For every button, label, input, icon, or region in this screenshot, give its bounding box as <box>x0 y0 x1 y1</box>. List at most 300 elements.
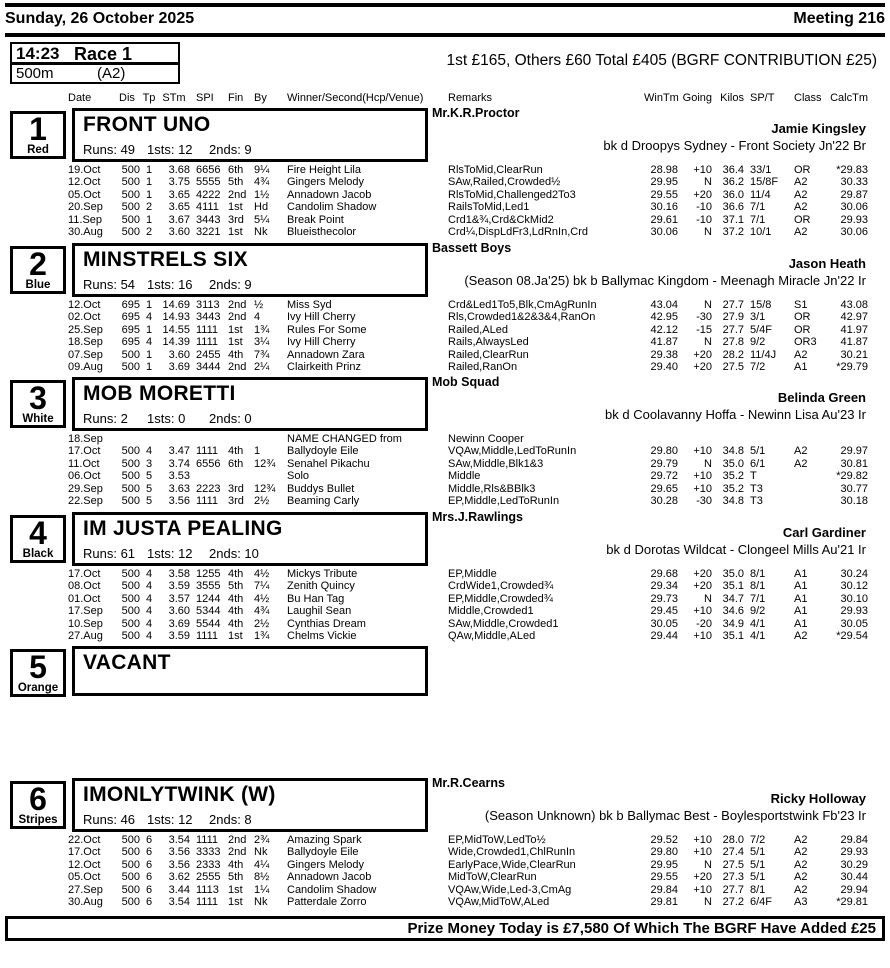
form-sp: 5/1 <box>750 871 766 884</box>
col-class: Class <box>794 92 822 104</box>
form-going: +10 <box>693 834 712 846</box>
form-remarks: RlsToMid,ClearRun <box>448 164 543 176</box>
form-cls <box>794 470 830 482</box>
form-fin <box>228 470 254 482</box>
dog-name-box <box>72 377 428 431</box>
form-spi: 3333 <box>196 846 221 859</box>
form-spi: 1111 <box>196 336 219 349</box>
form-calctm: 30.44 <box>840 871 868 884</box>
form-by: 9¼ <box>254 164 270 176</box>
form-spi: 3443 <box>196 213 221 226</box>
form-tp: 4 <box>145 445 153 458</box>
form-cls: A2 <box>794 188 808 201</box>
form-wintm: 29.95 <box>650 858 678 871</box>
form-fin: 1st <box>228 201 243 214</box>
form-winner: Cynthias Dream <box>287 617 366 630</box>
form-date: 17.Sep <box>68 605 103 618</box>
form-tp: 1 <box>145 213 153 226</box>
col-by: By <box>254 92 267 104</box>
form-tp: 6 <box>145 834 153 846</box>
trap-number: 6 <box>29 781 47 817</box>
form-sp: 11/4 <box>750 188 771 201</box>
form-fin: 4th <box>228 445 244 458</box>
form-fin: 5th <box>228 580 244 593</box>
form-kilos: 27.9 <box>722 311 744 324</box>
form-stm: 3.69 <box>168 617 190 630</box>
col-calctm: CalcTm <box>830 92 868 104</box>
form-kilos: 36.4 <box>722 164 744 176</box>
form-row <box>68 361 868 373</box>
form-fin: 6th <box>228 164 244 176</box>
form-tp: 3 <box>145 457 153 470</box>
form-fin: 5th <box>228 176 244 189</box>
form-row <box>68 605 868 617</box>
form-by: 4¾ <box>254 176 270 189</box>
header-rule <box>5 33 885 37</box>
form-fin: 1st <box>228 225 243 238</box>
form-fin: 2nd <box>228 360 247 373</box>
form-stm <box>158 433 190 445</box>
form-row <box>68 324 868 336</box>
form-dis <box>114 433 140 445</box>
dog-name: MOB MORETTI <box>83 382 236 405</box>
form-fin: 3rd <box>228 494 244 507</box>
form-by: 1 <box>254 445 261 458</box>
form-calctm: 30.21 <box>840 348 868 361</box>
form-tp: 1 <box>145 164 153 176</box>
form-dis: 500 <box>121 858 140 871</box>
stat-firsts: 1sts: 0 <box>147 411 186 426</box>
race-title-row <box>12 44 178 65</box>
form-cls: A2 <box>794 445 808 458</box>
owner-name: Mr.R.Cearns <box>432 776 505 790</box>
col-dis: Dis <box>119 92 135 104</box>
form-remarks: RlsToMid,Challenged2To3 <box>448 188 576 201</box>
stat-seconds: 2nds: 9 <box>209 142 252 157</box>
form-wintm: 29.44 <box>650 629 678 642</box>
form-going: +20 <box>693 580 712 593</box>
form-stm: 3.67 <box>168 213 190 226</box>
col-spi: SPI <box>196 92 214 104</box>
form-spi: 2333 <box>196 858 221 871</box>
runner-section-5 <box>0 646 890 780</box>
breeding-line: bk d Droopys Sydney - Front Society Jn'22 Br <box>603 138 866 153</box>
owner-name: Bassett Boys <box>432 241 512 255</box>
form-winner: Ivy Hill Cherry <box>287 311 356 324</box>
form-sp: 8/1 <box>750 568 766 580</box>
form-winner: Break Point <box>287 213 344 226</box>
form-spi: 2455 <box>196 348 221 361</box>
trap-box <box>10 781 66 829</box>
form-calctm: 30.12 <box>840 580 868 593</box>
form-winner: Bu Han Tag <box>287 592 345 605</box>
form-sp: 11/4J <box>750 348 777 361</box>
form-calctm: 30.29 <box>840 858 868 871</box>
form-wintm: 42.95 <box>650 311 678 324</box>
form-winner: Laughil Sean <box>287 605 352 618</box>
stat-firsts: 1sts: 12 <box>147 142 193 157</box>
form-remarks: VQAw,Middle,LedToRunIn <box>448 445 577 458</box>
form-stm: 3.59 <box>168 629 190 642</box>
dog-name: IMONLYTWINK (W) <box>83 783 276 806</box>
form-remarks: Crd&Led1To5,Blk,CmAgRunIn <box>448 299 597 311</box>
form-dis: 695 <box>121 311 140 324</box>
form-cls: A3 <box>794 895 808 908</box>
form-calctm: *29.82 <box>836 470 868 483</box>
form-by: 4 <box>254 311 261 324</box>
form-fin: 1st <box>228 895 243 908</box>
form-going: N <box>704 176 712 189</box>
form-sp: T3 <box>750 482 763 495</box>
form-sp: 4/1 <box>750 629 766 642</box>
form-kilos: 27.7 <box>722 299 744 311</box>
form-going: +20 <box>693 360 712 373</box>
form-spi: 3113 <box>196 299 220 311</box>
form-kilos: 27.8 <box>722 336 744 349</box>
form-going: +10 <box>693 629 712 642</box>
form-kilos: 36.6 <box>722 201 744 214</box>
form-stm: 3.53 <box>168 470 190 483</box>
meeting-date: Sunday, 26 October 2025 <box>5 10 195 27</box>
form-kilos: 34.9 <box>722 617 744 630</box>
form-spi: 1111 <box>196 323 219 336</box>
form-by: 8½ <box>254 871 270 884</box>
form-spi: 4111 <box>196 201 219 214</box>
form-wintm: 43.04 <box>650 299 678 311</box>
form-kilos: 27.7 <box>722 323 744 336</box>
form-wintm: 29.84 <box>650 883 678 896</box>
form-calctm: 29.93 <box>840 846 868 859</box>
form-dis: 500 <box>121 445 140 458</box>
form-by: 1½ <box>254 188 270 201</box>
form-dis: 500 <box>121 213 140 226</box>
race-number: Race 1 <box>74 44 133 64</box>
form-cls: A2 <box>794 846 808 859</box>
form-winner: Buddys Bullet <box>287 482 355 495</box>
form-going: -10 <box>696 201 712 214</box>
form-date: 07.Sep <box>68 348 103 361</box>
owner-name: Mob Squad <box>432 375 500 389</box>
form-calctm: *29.81 <box>836 895 868 908</box>
form-winner: Zenith Quincy <box>287 580 355 593</box>
form-fin: 4th <box>228 592 244 605</box>
form-winner: Beaming Carly <box>287 494 360 507</box>
col-kilos: Kilos <box>720 92 744 104</box>
form-cls: OR <box>794 164 811 176</box>
dog-name-box <box>72 646 428 696</box>
trainer-name: Ricky Holloway <box>770 791 866 806</box>
form-winner: Ivy Hill Cherry <box>287 336 356 349</box>
form-wintm: 29.79 <box>650 457 678 470</box>
form-going: +10 <box>693 470 712 483</box>
form-kilos: 35.2 <box>722 482 744 495</box>
form-tp: 4 <box>145 592 153 605</box>
form-dis: 500 <box>121 360 140 373</box>
trap-color-label: Red <box>27 144 49 156</box>
form-sp: 33/1 <box>750 164 772 176</box>
form-remarks: MidToW,ClearRun <box>448 871 537 884</box>
form-fin: 3rd <box>228 213 244 226</box>
form-tp: 5 <box>145 482 153 495</box>
form-kilos: 28.0 <box>722 834 744 846</box>
form-spi: 3555 <box>196 580 221 593</box>
dog-name-box <box>72 778 428 832</box>
form-sp: 8/1 <box>750 580 766 593</box>
form-wintm: 28.98 <box>650 164 678 176</box>
form-kilos: 28.2 <box>722 348 744 361</box>
form-cls: A1 <box>794 568 808 580</box>
form-stm: 3.59 <box>168 580 190 593</box>
form-dis: 500 <box>121 592 140 605</box>
form-stm: 3.69 <box>168 360 190 373</box>
stat-firsts: 1sts: 12 <box>147 546 193 561</box>
form-row <box>68 458 868 470</box>
form-calctm: *29.54 <box>836 629 868 642</box>
form-fin <box>228 433 254 445</box>
form-stm: 3.56 <box>168 858 190 871</box>
form-calctm: 30.24 <box>840 568 868 580</box>
form-spi: 3443 <box>196 311 221 324</box>
form-wintm: 29.73 <box>650 592 678 605</box>
form-sp: 8/1 <box>750 883 766 896</box>
form-by: 7¼ <box>254 580 270 593</box>
form-tp: 1 <box>145 323 153 336</box>
form-dis: 500 <box>121 201 140 214</box>
form-row <box>68 630 868 642</box>
form-winner: Patterdale Zorro <box>287 895 367 908</box>
form-remarks: Railed,ALed <box>448 323 508 336</box>
form-stm: 14.93 <box>162 311 190 324</box>
form-sp: T3 <box>750 494 763 507</box>
race-prize-line: 1st £165, Others £60 Total £405 (BGRF CONTRIBUTION £25) <box>446 52 877 69</box>
form-wintm: 29.80 <box>650 846 678 859</box>
form-calctm: 30.18 <box>840 494 868 507</box>
form-tp: 1 <box>145 299 153 311</box>
form-rows <box>68 834 868 908</box>
trap-color-label: Orange <box>17 682 59 694</box>
form-spi: 1255 <box>196 568 221 580</box>
form-dis: 500 <box>121 883 140 896</box>
form-row <box>68 311 868 323</box>
form-going: +10 <box>693 164 712 176</box>
form-sp: 9/2 <box>750 605 766 618</box>
dog-name: VACANT <box>83 651 171 674</box>
form-by: Hd <box>254 201 269 214</box>
form-dis: 500 <box>121 605 140 618</box>
form-date: 30.Aug <box>68 895 103 908</box>
form-wintm: 29.95 <box>650 176 678 189</box>
form-row <box>68 299 868 311</box>
form-fin: 4th <box>228 605 244 618</box>
form-stm: 3.44 <box>168 883 190 896</box>
race-info-box <box>10 42 180 84</box>
form-spi: 2223 <box>196 482 221 495</box>
dog-name: MINSTRELS SIX <box>83 248 248 271</box>
dog-name-box <box>72 108 428 162</box>
form-cls: A2 <box>794 201 808 214</box>
form-stm: 3.60 <box>168 348 190 361</box>
form-remarks: EP,MidToW,LedTo½ <box>448 834 546 846</box>
form-going: +20 <box>693 568 712 580</box>
form-winner: Rules For Some <box>287 323 367 336</box>
form-fin: 2nd <box>228 311 247 324</box>
stat-runs: Runs: 54 <box>83 277 136 292</box>
form-remarks: Newinn Cooper <box>448 433 524 445</box>
form-date: 08.Oct <box>68 580 101 593</box>
form-date: 17.Oct <box>68 568 101 580</box>
trap-number: 3 <box>29 380 47 416</box>
form-wintm: 30.16 <box>650 201 678 214</box>
form-cls: A1 <box>794 617 808 630</box>
form-winner: Candolim Shadow <box>287 201 377 214</box>
form-spi <box>196 433 228 445</box>
form-sp: 7/1 <box>750 201 766 214</box>
form-cls: A2 <box>794 225 808 238</box>
form-by: 1¾ <box>254 629 270 642</box>
form-winner: Amazing Spark <box>287 834 362 846</box>
form-calctm: 30.33 <box>840 176 868 189</box>
form-cls <box>794 495 830 507</box>
form-wintm: 42.12 <box>650 323 678 336</box>
form-dis: 500 <box>121 871 140 884</box>
form-wintm: 29.65 <box>650 482 678 495</box>
form-fin: 3rd <box>228 482 244 495</box>
form-fin: 6th <box>228 457 244 470</box>
form-fin: 2nd <box>228 299 247 311</box>
trap-box <box>10 649 66 697</box>
form-cls: S1 <box>794 299 808 311</box>
form-spi: 5555 <box>196 176 221 189</box>
form-remarks: Middle <box>448 470 481 483</box>
form-by: Nk <box>254 895 268 908</box>
stat-runs: Runs: 61 <box>83 546 136 561</box>
form-sp: 5/1 <box>750 858 766 871</box>
form-fin: 2nd <box>228 834 247 846</box>
col-date: Date <box>68 92 92 104</box>
form-date: 22.Sep <box>68 494 103 507</box>
form-going: +20 <box>693 348 712 361</box>
form-row <box>68 214 868 226</box>
form-dis: 695 <box>121 336 140 349</box>
form-remarks: Middle,Rls&BBlk3 <box>448 482 536 495</box>
trap-box <box>10 111 66 159</box>
form-cls: A2 <box>794 629 808 642</box>
form-going: -30 <box>696 494 712 507</box>
form-cls: A1 <box>794 605 808 618</box>
form-cls <box>794 433 830 445</box>
form-spi: 4222 <box>196 188 221 201</box>
trap-color-label: Blue <box>25 279 51 291</box>
form-wintm: 29.72 <box>650 470 678 483</box>
form-by <box>254 433 280 445</box>
form-date: 05.Oct <box>68 188 101 201</box>
form-dis: 500 <box>121 348 140 361</box>
form-sp: 5/1 <box>750 445 766 458</box>
form-tp: 6 <box>145 871 153 884</box>
form-remarks: Crd¼,DispLdFr3,LdRnIn,Crd <box>448 225 589 238</box>
form-calctm: 30.05 <box>840 617 868 630</box>
form-remarks: RailsToMid,Led1 <box>448 201 530 214</box>
form-dis: 695 <box>121 299 140 311</box>
form-by: 4½ <box>254 568 270 580</box>
form-date: 22.Oct <box>68 834 101 846</box>
form-kilos <box>712 433 744 445</box>
form-sp: T <box>750 470 757 483</box>
form-by: 2½ <box>254 494 270 507</box>
dog-name-box <box>72 243 428 297</box>
form-stm: 3.56 <box>168 494 190 507</box>
form-remarks: SAw,Railed,Crowded½ <box>448 176 561 189</box>
form-cls: A2 <box>794 176 808 189</box>
form-wintm: 29.45 <box>650 605 678 618</box>
form-wintm: 29.38 <box>650 348 678 361</box>
form-cls: A2 <box>794 457 808 470</box>
form-remarks: Rls,Crowded1&2&3&4,RanOn <box>448 311 596 324</box>
form-by <box>254 470 280 482</box>
form-sp: 15/8 <box>750 299 772 311</box>
form-remarks: EP,Middle,LedToRunIn <box>448 494 560 507</box>
form-stm: 14.39 <box>162 336 190 349</box>
form-remarks: EP,Middle,Crowded¾ <box>448 592 553 605</box>
trainer-name: Carl Gardiner <box>782 525 866 540</box>
form-dis: 500 <box>121 895 140 908</box>
form-date: 09.Aug <box>68 360 103 373</box>
form-spi: 3221 <box>196 225 221 238</box>
form-winner: Mickys Tribute <box>287 568 358 580</box>
form-cls: OR <box>794 213 811 226</box>
form-row <box>68 470 868 482</box>
stat-runs: Runs: 2 <box>83 411 128 426</box>
col-remarks: Remarks <box>448 92 493 104</box>
form-calctm: 30.77 <box>840 482 868 495</box>
form-winner: Solo <box>287 470 310 483</box>
form-by: Nk <box>254 846 268 859</box>
breeding-line: bk d Coolavanny Hoffa - Newinn Lisa Au'23 Ir <box>605 407 866 422</box>
form-dis: 500 <box>121 568 140 580</box>
form-wintm: 41.87 <box>650 336 678 349</box>
form-by: Nk <box>254 225 268 238</box>
form-date: 11.Sep <box>68 213 103 226</box>
form-row <box>68 871 868 883</box>
form-cls: A1 <box>794 592 808 605</box>
col-stm: STm <box>162 92 186 104</box>
form-fin: 2nd <box>228 188 247 201</box>
form-dis: 500 <box>121 188 140 201</box>
form-fin: 2nd <box>228 846 247 859</box>
stat-seconds: 2nds: 0 <box>209 411 252 426</box>
form-calctm <box>830 433 868 445</box>
trap-number: 1 <box>29 111 47 147</box>
col-tp: Tp <box>142 92 156 104</box>
form-going: +10 <box>693 445 712 458</box>
form-going: +10 <box>693 605 712 618</box>
trap-color-label: Black <box>22 548 54 560</box>
form-winner: Gingers Melody <box>287 858 365 871</box>
form-spi: 5344 <box>196 605 221 618</box>
footer-prize-money: Prize Money Today is £7,580 Of Which The BGRF Have Added £25 <box>5 916 885 941</box>
form-tp: 1 <box>145 176 153 189</box>
form-row <box>68 445 868 457</box>
form-calctm: *29.79 <box>836 360 868 373</box>
form-tp: 5 <box>145 494 153 507</box>
form-date: 11.Oct <box>68 457 100 470</box>
form-spi: 6656 <box>196 164 221 176</box>
form-date: 17.Oct <box>68 846 101 859</box>
form-sp: 7/1 <box>750 592 766 605</box>
form-row <box>68 896 868 908</box>
stat-seconds: 2nds: 8 <box>209 812 252 827</box>
form-winner: NAME CHANGED from <box>287 433 402 445</box>
